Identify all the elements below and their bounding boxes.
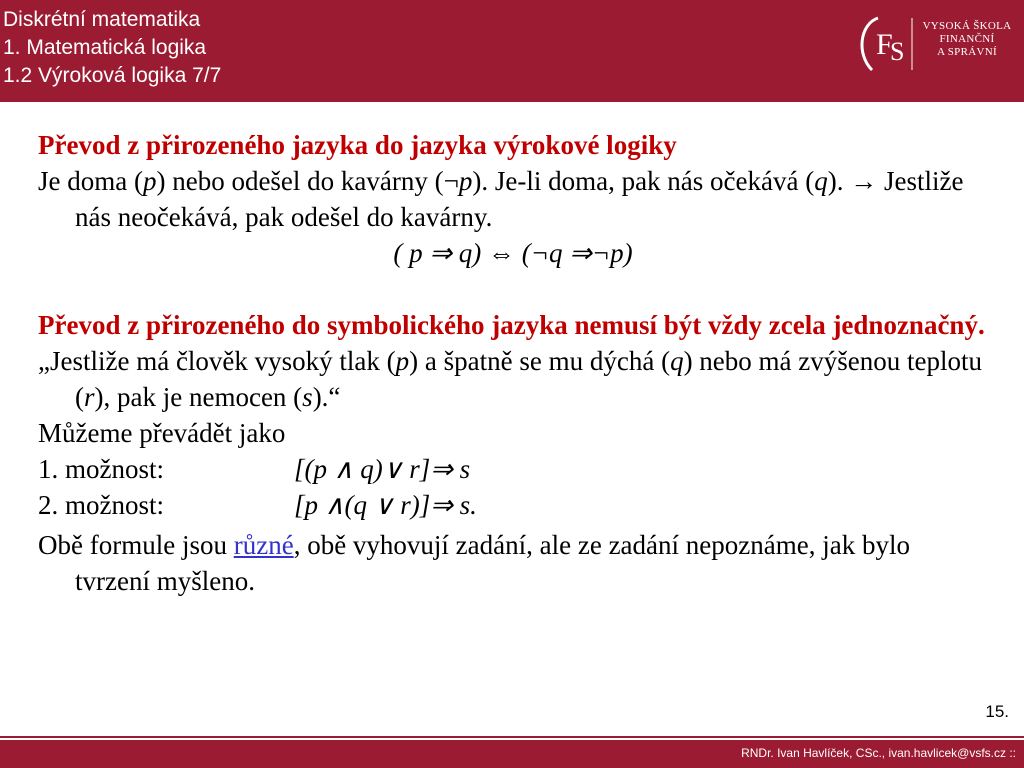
school-logo	[852, 14, 1018, 74]
option-1-label: 1. možnost:	[38, 454, 164, 484]
svg-text:S: S	[890, 37, 905, 66]
footer-divider	[0, 736, 1024, 738]
convert-intro: Můžeme převádět jako	[38, 418, 286, 448]
logo-emblem-icon	[852, 14, 916, 74]
option-2	[38, 487, 988, 523]
section2-quote: „Jestliže má člověk vysoký tlak (p) a špatně se mu dýchá (q) nebo má zvýšenou teplotu (r), pak je nemocen (s).“	[38, 346, 982, 412]
course-title: Diskrétní matematika	[3, 8, 201, 31]
footer-author: RNDr. Ivan Havlíček, CSc., ivan.havlicek@vsfs.cz ::	[741, 746, 1016, 760]
slide-header	[0, 0, 1024, 102]
page-number: 15.	[985, 702, 1009, 721]
option-1	[38, 451, 988, 487]
header-titles	[3, 6, 221, 90]
chapter-title: 1. Matematická logika	[3, 36, 207, 59]
section2-heading: Převod z přirozeného do symbolického jazyka nemusí být vždy zcela jednoznačný.	[38, 310, 985, 340]
link-ruzne[interactable]: různé	[233, 530, 294, 560]
option-2-formula: [p ∧(q ∨ r)]⇒ s.	[294, 490, 477, 520]
conclusion: Obě formule jsou různé, obě vyhovují zadání, ale ze zadání nepoznáme, jak bylo tvrzení myšleno.	[38, 530, 910, 596]
section-title: 1.2 Výroková logika 7/7	[3, 64, 222, 87]
svg-text:F: F	[876, 28, 893, 61]
option-2-label: 2. možnost:	[38, 490, 164, 520]
option-1-formula: [(p ∧ q)∨ r]⇒ s	[294, 454, 471, 484]
logo-text: VYSOKÁ ŠKOLA FINANČNÍ A SPRÁVNÍ	[922, 20, 1012, 58]
section1-heading: Převod z přirozeného jazyka do jazyka výrokové logiky	[38, 130, 677, 160]
section1-formula: ( p ⇒ q) ⇔ (¬q ⇒¬p)	[393, 238, 633, 268]
slide-content	[38, 127, 988, 599]
section1-example: Je doma (p) nebo odešel do kavárny (¬p). Je-li doma, pak nás očekává (q). → Jestliže nás neočekává, pak odešel do kavárny.	[38, 166, 964, 232]
